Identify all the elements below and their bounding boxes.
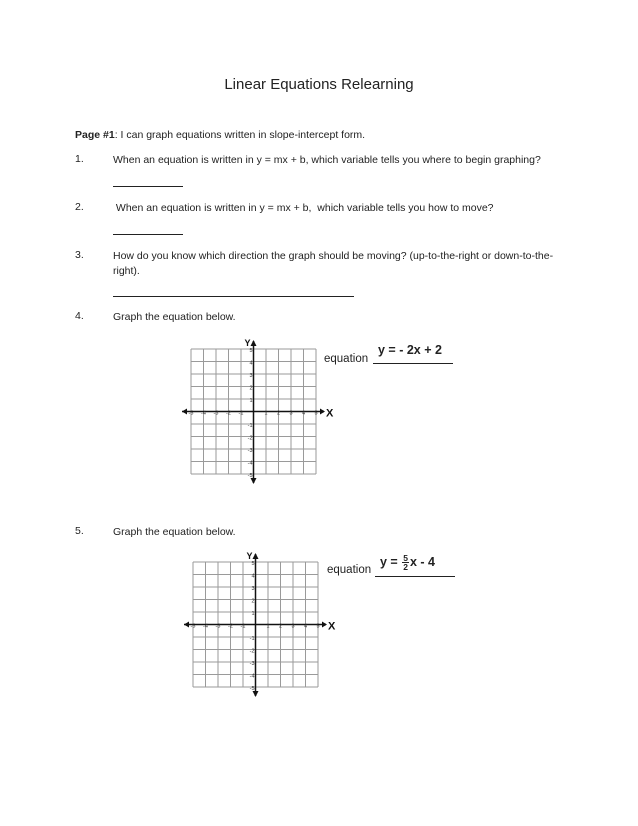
question-3-text: How do you know which direction the graph should be moving? (up-to-the-right or down-to-the-right). [113,250,554,277]
graph-b-x-tick-label: 4 [303,623,308,630]
graph-a-y-tick-label: 1 [249,397,253,404]
graph-b-x-axis-label: X [328,620,336,633]
graph-a-y-tick-label: 5 [249,347,253,354]
graph-a-y-tick-label: -2 [247,435,253,442]
question-5-number: 5. [75,525,84,537]
graph-a-x-arrow-right [320,409,325,415]
graph-a-x-tick-label: 2 [276,410,281,417]
graph-b-x-tick-label: -1 [240,623,246,630]
graph-b-x-arrow-right [322,622,327,628]
equation-b-text [380,554,435,571]
graph-b-y-tick-label: 2 [251,598,255,605]
graph-a-y-tick-label: 3 [249,372,253,379]
intro-line [75,129,365,141]
graph-b-x-tick-label: 2 [278,623,283,630]
page-title: Linear Equations Relearning [224,76,414,93]
graph-b-y-tick-label: -4 [249,673,255,680]
graph-b-y-tick-label: 4 [251,573,255,580]
equation-b-fraction-numerator: 5 [403,553,408,563]
graph-b-x-tick-label: -3 [215,623,221,630]
equation-b-prefix: y = [380,554,402,569]
coordinate-grid-b[interactable] [180,549,336,701]
graph-b-x-arrow-left [184,622,189,628]
intro-label: Page #1 [75,129,115,141]
coordinate-grid-a[interactable] [178,336,334,488]
equation-b-fraction-denominator: 2 [403,562,408,572]
graph-a-y-tick-label: -3 [247,447,253,454]
graph-b-x-tick-label: 5 [316,623,320,630]
intro-text: : I can graph equations written in slope-intercept form. [114,129,366,141]
question-1-answer-blank[interactable] [113,186,183,187]
graph-b-y-tick-label: 1 [251,610,255,617]
graph-a-y-arrow-up [251,340,257,346]
question-2-text: When an equation is written in y = mx + b, which variable tells you how to move? [113,202,494,214]
graph-a-x-tick-label: -5 [188,410,194,417]
graph-b-x-tick-label: -2 [228,623,233,630]
graph-a-x-tick-label: 5 [314,410,318,417]
graph-a-y-tick-label: -1 [247,422,253,429]
question-5-text: Graph the equation below. [113,526,236,538]
question-3-answer-blank[interactable] [113,296,354,297]
equation-b-fraction [402,554,409,571]
equation-b-label: equation [327,564,372,576]
graph-b-x-tick-label: -5 [190,623,196,630]
graph-a-y-tick-label: 4 [249,360,253,367]
graph-b-y-tick-label: -2 [249,648,255,655]
equation-a-label: equation [324,353,369,365]
equation-a-underline [373,363,453,364]
graph-b-y-tick-label: 5 [251,560,255,567]
equation-b-suffix: x - 4 [409,554,435,569]
graph-a-x-tick-label: 1 [264,410,268,417]
graph-a-y-tick-label: -5 [247,472,253,479]
graph-a-x-axis-label: X [326,407,334,420]
graph-a-x-tick-label: -2 [226,410,231,417]
question-4-number: 4. [75,310,84,322]
graph-a-x-tick-label: 4 [301,410,306,417]
question-2-number: 2. [75,201,84,213]
question-1-text: When an equation is written in y = mx + b, which variable tells you where to begin graphing? [113,154,541,166]
equation-a-text: y = - 2x + 2 [378,343,442,357]
graph-b-y-tick-label: -3 [249,660,255,667]
graph-a-y-tick-label: -4 [247,460,253,467]
graph-a-y-tick-label: 2 [249,385,253,392]
question-1-number: 1. [75,153,84,165]
graph-b-y-axis-label: Y [246,551,253,561]
graph-a-x-tick-label: -4 [201,410,206,417]
graph-b-x-tick-label: -4 [203,623,208,630]
graph-a-x-tick-label: 3 [289,410,293,417]
graph-a-x-tick-label: -1 [238,410,244,417]
question-2-answer-blank[interactable] [113,234,183,235]
graph-b-y-arrow-up [253,553,259,559]
graph-b-y-tick-label: -1 [249,635,255,642]
question-4-text: Graph the equation below. [113,311,236,323]
graph-b-y-tick-label: 3 [251,585,255,592]
graph-b-y-tick-label: -5 [249,685,255,692]
graph-a-x-arrow-left [182,409,187,415]
graph-b-x-tick-label: 1 [266,623,270,630]
graph-b-x-tick-label: 3 [291,623,295,630]
graph-a-x-tick-label: -3 [213,410,219,417]
equation-b-underline [375,576,455,577]
graph-a-y-axis-label: Y [244,338,251,348]
question-3-number: 3. [75,249,84,261]
